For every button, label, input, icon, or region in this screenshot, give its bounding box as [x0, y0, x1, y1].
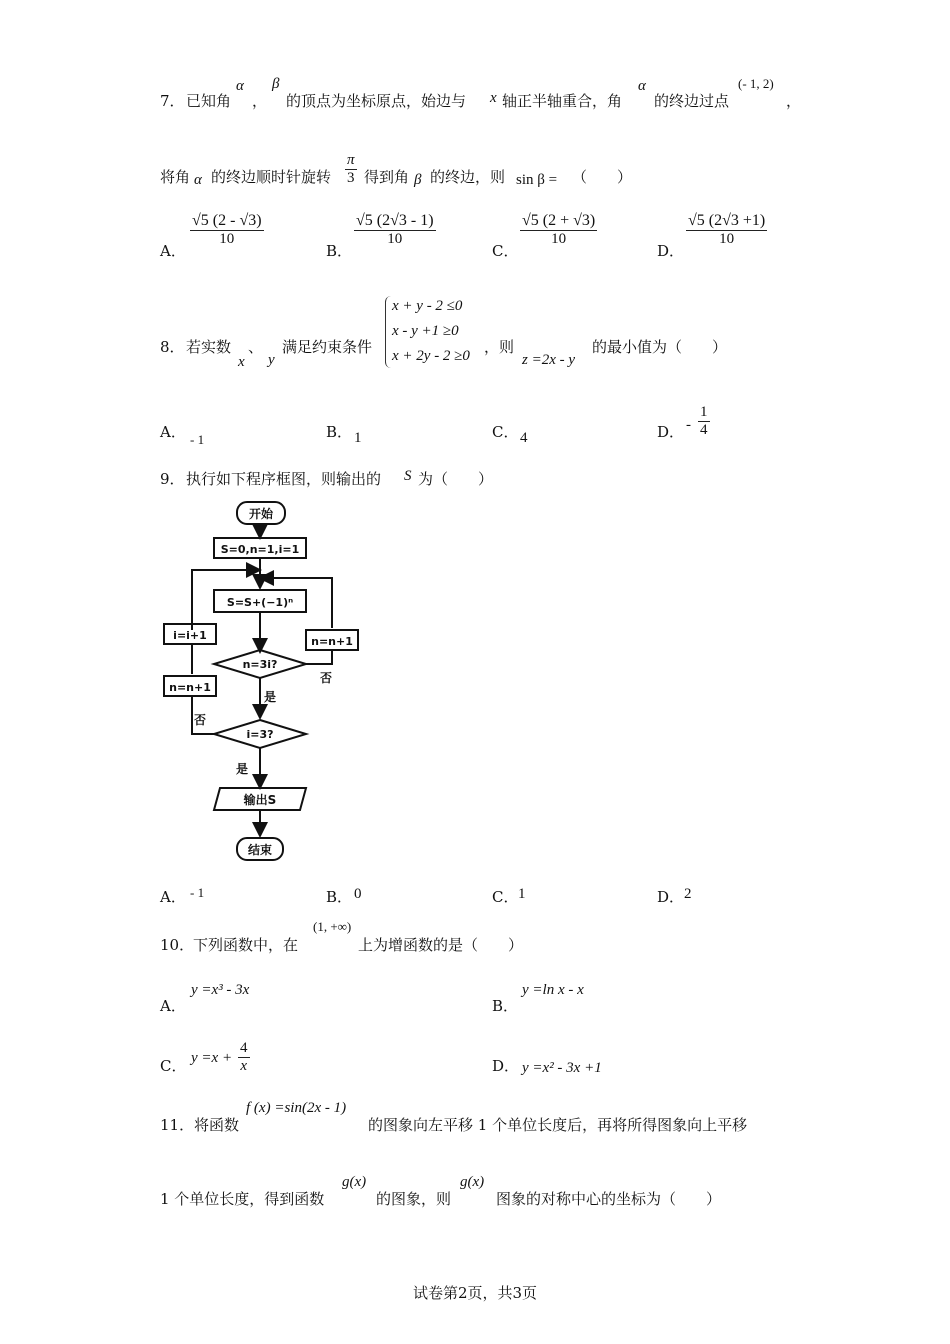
q8-constraint-3: x + 2y - 2 ≥0 [392, 348, 470, 364]
q8-option-b-label: B． [326, 423, 353, 441]
q9-option-c-value: 1 [518, 886, 526, 902]
q8-text: 的最小值为（ ） [592, 338, 728, 356]
q7-text: 的终边过点 [654, 92, 730, 110]
q7-alpha: α [638, 78, 646, 94]
q10-text: 上为增函数的是（ ） [358, 936, 524, 954]
q8-constraint-2: x - y +1 ≥0 [392, 323, 459, 339]
q9-option-a-value: - 1 [190, 885, 205, 900]
q8-option-d-label: D． [657, 423, 685, 441]
q9-flowchart [160, 498, 360, 870]
q10-option-b-value: y =ln x - x [522, 982, 584, 998]
q8-option-d-sign: - [686, 417, 691, 433]
svg-text:S=0,n=1,i=1: S=0,n=1,i=1 [220, 543, 300, 556]
q11-text: 1 个单位长度，得到函数 [160, 1190, 325, 1208]
q7-comma: ， [786, 92, 802, 110]
q11-text: 的图象向左平移 1 个单位长度后，再将所得图象向上平移 [368, 1116, 748, 1134]
q11-text: 将函数 [194, 1116, 240, 1134]
q8-option-a-value: - 1 [190, 432, 205, 447]
q10-number: 10． [160, 936, 195, 954]
svg-text:否: 否 [194, 713, 207, 727]
q7-text: 的终边顺时针旋转 [211, 168, 332, 186]
q8-objective: z =2x - y [522, 352, 576, 368]
q7-rotation-fraction: $\frac{\pi}{3}$ [347, 152, 355, 186]
q7-option-a-label: A． [160, 242, 186, 260]
q7-beta: β [414, 172, 422, 188]
q7-option-c-label: C． [492, 242, 519, 260]
q10-option-a-label: A． [160, 997, 186, 1015]
q10-interval: (1, +∞) [313, 919, 352, 934]
svg-text:输出S: 输出S [243, 793, 277, 807]
q7-option-b: $\frac{√5 (2√3 - 1)}{10}$ [356, 212, 434, 247]
q7-paren: （ ） [572, 168, 633, 186]
svg-text:否: 否 [320, 671, 333, 685]
q11-text: 的图象，则 [376, 1190, 452, 1208]
q7-text: 的终边，则 [430, 168, 506, 186]
q8-text: ，则 [484, 338, 515, 356]
q11-function-f: f (x) =sin(2x - 1) [246, 1100, 347, 1116]
q9-S: S [404, 468, 412, 484]
q10-option-c-pre: y =x + [191, 1050, 233, 1066]
q7-sin-beta: sin β = [516, 172, 558, 188]
svg-text:结束: 结束 [247, 843, 273, 857]
q9-option-b-value: 0 [354, 886, 362, 902]
q10-option-d-value: y =x² - 3x +1 [522, 1060, 602, 1076]
q7-comma: ， [252, 92, 268, 110]
q8-option-b-value: 1 [354, 430, 362, 446]
q9-option-b-label: B． [326, 888, 353, 906]
q8-brace [385, 296, 392, 368]
q8-text: 满足约束条件 [282, 338, 373, 356]
q11-number: 11． [160, 1116, 195, 1134]
q7-option-d: $\frac{√5 (2√3 +1)}{10}$ [688, 212, 766, 247]
q10-text: 下列函数中，在 [193, 936, 299, 954]
q7-text: 已知角 [186, 92, 232, 110]
q8-y: y [268, 352, 275, 368]
q9-number: 9． [160, 470, 185, 488]
q11-function-g: g(x) [342, 1174, 367, 1190]
q7-text: 得到角 [364, 168, 410, 186]
q9-option-d-label: D． [657, 888, 685, 906]
q10-option-b-label: B． [492, 997, 519, 1015]
q7-number: 7． [160, 92, 185, 110]
svg-text:n=n+1: n=n+1 [311, 635, 353, 648]
q8-number: 8． [160, 338, 185, 356]
q10-option-c-label: C． [160, 1057, 187, 1075]
svg-text:S=S+(−1)ⁿ: S=S+(−1)ⁿ [226, 596, 294, 609]
q7-option-d-label: D． [657, 242, 685, 260]
q11-function-g: g(x) [460, 1174, 485, 1190]
q7-option-b-label: B． [326, 242, 353, 260]
q7-alpha: α [194, 172, 202, 188]
q7-x: x [490, 90, 497, 106]
q8-constraint-1: x + y - 2 ≤0 [392, 298, 463, 314]
q8-text: 若实数 [186, 338, 232, 356]
q7-option-c: $\frac{√5 (2 + √3)}{10}$ [522, 212, 596, 247]
q9-option-c-label: C． [492, 888, 519, 906]
q7-beta: β [272, 76, 280, 92]
page-footer [0, 1282, 950, 1303]
q10-option-c-fraction: $\frac{4}{x}$ [240, 1040, 248, 1074]
q10-option-d-label: D． [492, 1057, 520, 1075]
svg-text:n=3i?: n=3i? [242, 658, 278, 671]
q8-sep: 、 [248, 338, 264, 356]
page-number: 试卷第2页，共3页 [412, 1284, 538, 1302]
q8-x: x [238, 354, 245, 370]
svg-text:n=n+1: n=n+1 [169, 681, 211, 694]
q10-option-a-value: y =x³ - 3x [191, 982, 250, 998]
q9-text: 执行如下程序框图，则输出的 [186, 470, 382, 488]
q7-point: (- 1, 2) [738, 76, 774, 91]
svg-text:开始: 开始 [248, 507, 274, 521]
q7-text: 的顶点为坐标原点，始边与 [286, 92, 467, 110]
q7-option-a: $\frac{√5 (2 - √3)}{10}$ [192, 212, 262, 247]
q11-text: 图象的对称中心的坐标为（ ） [496, 1190, 722, 1208]
q9-option-a-label: A． [160, 888, 186, 906]
q8-option-c-value: 4 [520, 430, 528, 446]
svg-text:i=i+1: i=i+1 [173, 629, 207, 642]
q7-text: 轴正半轴重合，角 [502, 92, 623, 110]
svg-text:是: 是 [264, 690, 277, 704]
svg-text:i=3?: i=3? [246, 728, 274, 741]
q8-option-d-fraction: $\frac{1}{4}$ [700, 404, 708, 438]
q9-text: 为（ ） [418, 470, 494, 488]
q7-text: 将角 [160, 168, 191, 186]
q9-option-d-value: 2 [684, 886, 692, 902]
svg-text:是: 是 [236, 762, 249, 776]
q8-option-a-label: A． [160, 423, 186, 441]
q7-alpha: α [236, 78, 244, 94]
q8-option-c-label: C． [492, 423, 519, 441]
